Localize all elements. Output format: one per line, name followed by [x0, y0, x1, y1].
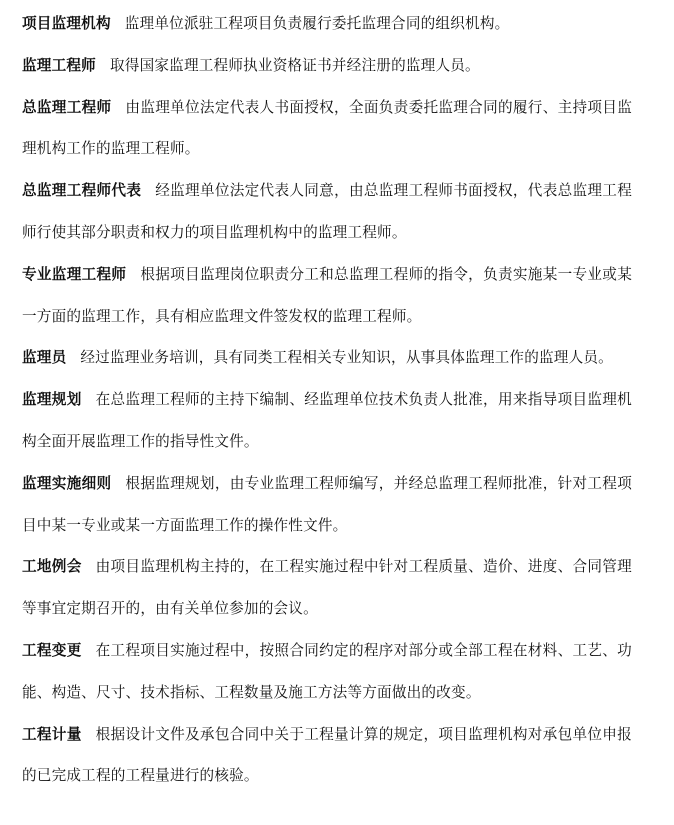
definition-text: 监理单位派驻工程项目负责履行委托监理合同的组织机构。: [124, 15, 510, 32]
definition-text: 由项目监理机构主持的，在工程实施过程中针对工程质量、造价、进度、合同管理等事宜定期召开的，由有关单位参加的会议。: [22, 558, 632, 618]
definition-text: 经过监理业务培训，具有同类工程相关专业知识，从事具体监理工作的监理人员。: [80, 349, 613, 367]
definition-entry: [22, 463, 632, 547]
definition-entry: [22, 337, 632, 379]
definition-entry: [22, 87, 632, 171]
definition-term: 工程计量: [22, 725, 82, 743]
definition-term: 监理工程师: [22, 56, 96, 74]
definition-term: 专业监理工程师: [22, 265, 127, 283]
definition-term: 监理规划: [22, 391, 82, 409]
definition-text: 根据设计文件及承包合同中关于工程量计算的规定，项目监理机构对承包单位申报的已完成工程的工程量进行的核验。: [22, 725, 632, 785]
definition-text: 取得国家监理工程师执业资格证书并经注册的监理人员。: [109, 56, 480, 74]
definition-text: 在工程项目实施过程中，按照合同约定的程序对部分或全部工程在材料、工艺、功能、构造、尺寸、技术指标、工程数量及施工方法等方面做出的改变。: [22, 641, 632, 701]
definition-entry: [22, 45, 632, 87]
definition-text: 根据监理规划，由专业监理工程师编写，并经总监理工程师批准，针对工程项目中某一专业或某一方面监理工作的操作性文件。: [22, 474, 632, 534]
definition-text: 根据项目监理岗位职责分工和总监理工程师的指令，负责实施某一专业或某一方面的监理工作，具有相应监理文件签发权的监理工程师。: [22, 265, 632, 325]
definition-term: 监理员: [22, 349, 67, 367]
definition-term: 监理实施细则: [22, 474, 112, 492]
definition-entry: [22, 254, 632, 338]
definition-text: 在总监理工程师的主持下编制、经监理单位技术负责人批准，用来指导项目监理机构全面开展监理工作的指导性文件。: [22, 391, 632, 450]
definition-term: 总监理工程师: [22, 98, 112, 116]
definition-term: 工程变更: [22, 641, 82, 659]
definition-term: 总监理工程师代表: [22, 182, 142, 200]
definition-text: 由监理单位法定代表人书面授权，全面负责委托监理合同的履行、主持项目监理机构工作的监理工程师。: [22, 98, 632, 158]
definition-text: 经监理单位法定代表人同意，由总监理工程师书面授权，代表总监理工程师行使其部分职责和权力的项目监理机构中的监理工程师。: [22, 182, 633, 241]
definition-entry: [22, 170, 632, 254]
definition-entry: [22, 630, 632, 714]
definition-entry: [22, 379, 632, 463]
definition-term: 工地例会: [22, 558, 82, 576]
definitions-document: [22, 3, 632, 797]
definition-entry: [22, 3, 632, 45]
definition-term: 项目监理机构: [22, 15, 111, 32]
definition-entry: [22, 546, 632, 630]
definition-entry: [22, 714, 632, 798]
